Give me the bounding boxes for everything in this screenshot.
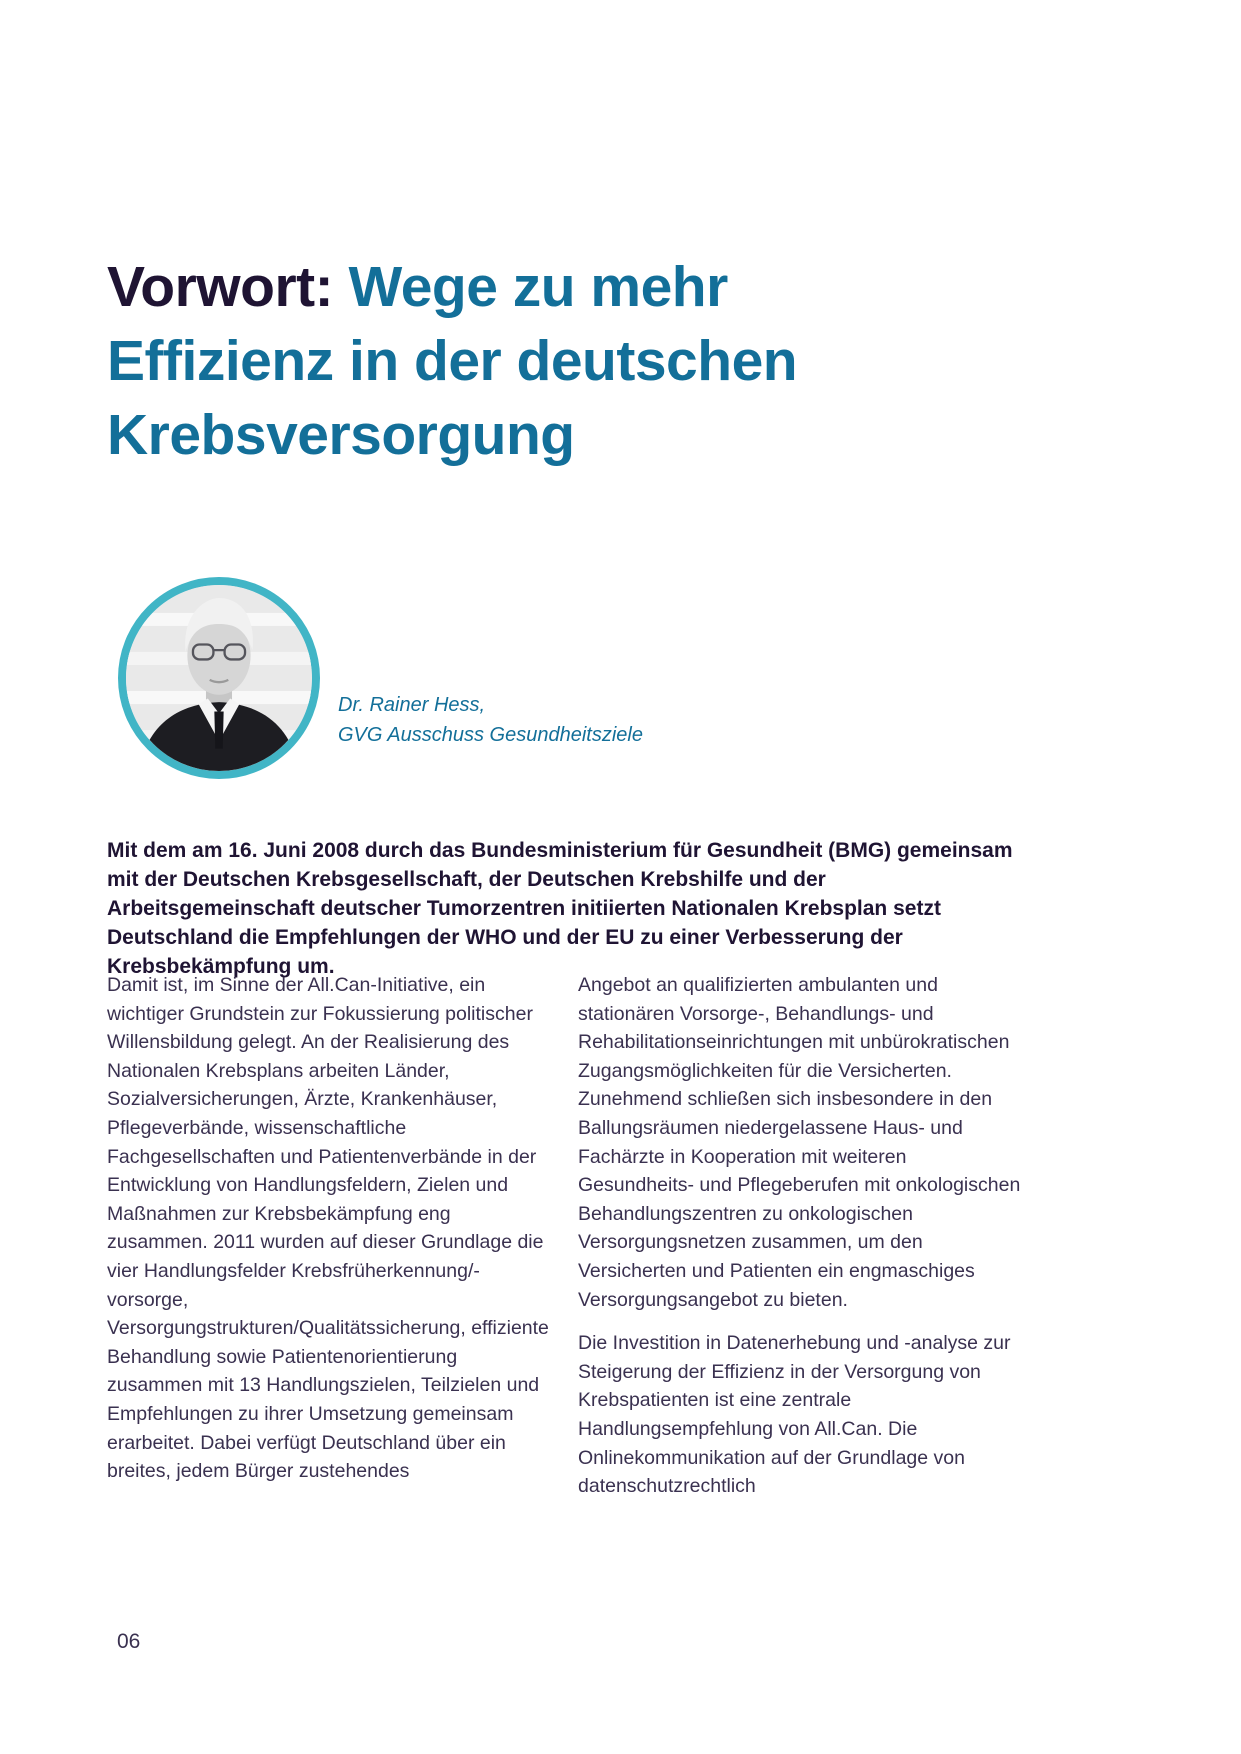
intro-paragraph: Mit dem am 16. Juni 2008 durch das Bundesministerium für Gesundheit (BMG) gemeinsam mit der Deutschen Krebsgesellschaft, der Deutschen Krebshilfe und der Arbeitsgemeinschaft deutscher Tumorzentren initiierten Nationalen Krebsplan setzt Deutschland die Empfehlungen der WHO und der EU zu einer Verbesserung der Krebsbekämpfung um. <box>107 839 1013 978</box>
person-portrait-image <box>126 585 312 771</box>
page-title-line3: Krebsversorgung <box>107 403 575 467</box>
body-columns <box>107 971 1021 1501</box>
page-title-line1 <box>107 255 728 319</box>
right-column-paragraph-2: Die Investition in Datenerhebung und -analyse zur Steigerung der Effizienz in der Versorgung von Krebspatienten ist eine zentrale Handlungsempfehlung von All.Can. Die Onlinekommunikation auf der Grundlage von datenschutzrechtlich <box>578 1332 1011 1498</box>
left-column <box>107 971 550 1501</box>
page-title-line2: Effizienz in der deutschen <box>107 329 798 393</box>
author-caption <box>338 690 643 750</box>
author-affiliation: GVG Ausschuss Gesundheitsziele <box>338 724 643 746</box>
title-prefix: Vorwort: <box>107 255 349 319</box>
title-line1-rest: Wege zu mehr <box>348 255 728 319</box>
right-column <box>578 971 1021 1501</box>
right-column-paragraph-1: Angebot an qualifizierten ambulanten und stationären Vorsorge-, Behandlungs- und Rehabilitationseinrichtungen mit unbürokratischen Zugangsmöglichkeiten für die Versicherten. Zunehmend schließen sich insbesondere in den Ballungsräumen niedergelassene Haus- und Fachärzte in Kooperation mit weiteren Gesundheits- und Pflegeberufen mit onkologischen Behandlungszentren zu onkologischen Versorgungsnetzen zusammen, um den Versicherten und Patienten ein engmaschiges Versorgungsangebot zu bieten. <box>578 974 1021 1311</box>
author-name: Dr. Rainer Hess, <box>338 694 486 716</box>
left-column-paragraph: Damit ist, im Sinne der All.Can-Initiative, ein wichtiger Grundstein zur Fokussierung politischer Willensbildung gelegt. An der Realisierung des Nationalen Krebsplans arbeiten Länder, Sozialversicherungen, Ärzte, Krankenhäuser, Pflegeverbände, wissenschaftliche Fachgesellschaften und Patientenverbände in der Entwicklung von Handlungsfeldern, Zielen und Maßnahmen zur Krebsbekämpfung eng zusammen. 2011 wurden auf dieser Grundlage die vier Handlungsfelder Krebsfrüherkennung/-vorsorge, Versorgungstrukturen/Qualitätssicherung, effiziente Behandlung sowie Patientenorientierung zusammen mit 13 Handlungszielen, Teilzielen und Empfehlungen zu ihrer Umsetzung gemeinsam erarbeitet. Dabei verfügt Deutschland über ein breites, jedem Bürger zustehendes <box>107 974 549 1483</box>
portrait-photo <box>118 577 320 779</box>
page-number: 06 <box>117 1630 141 1653</box>
page-title <box>107 250 797 472</box>
